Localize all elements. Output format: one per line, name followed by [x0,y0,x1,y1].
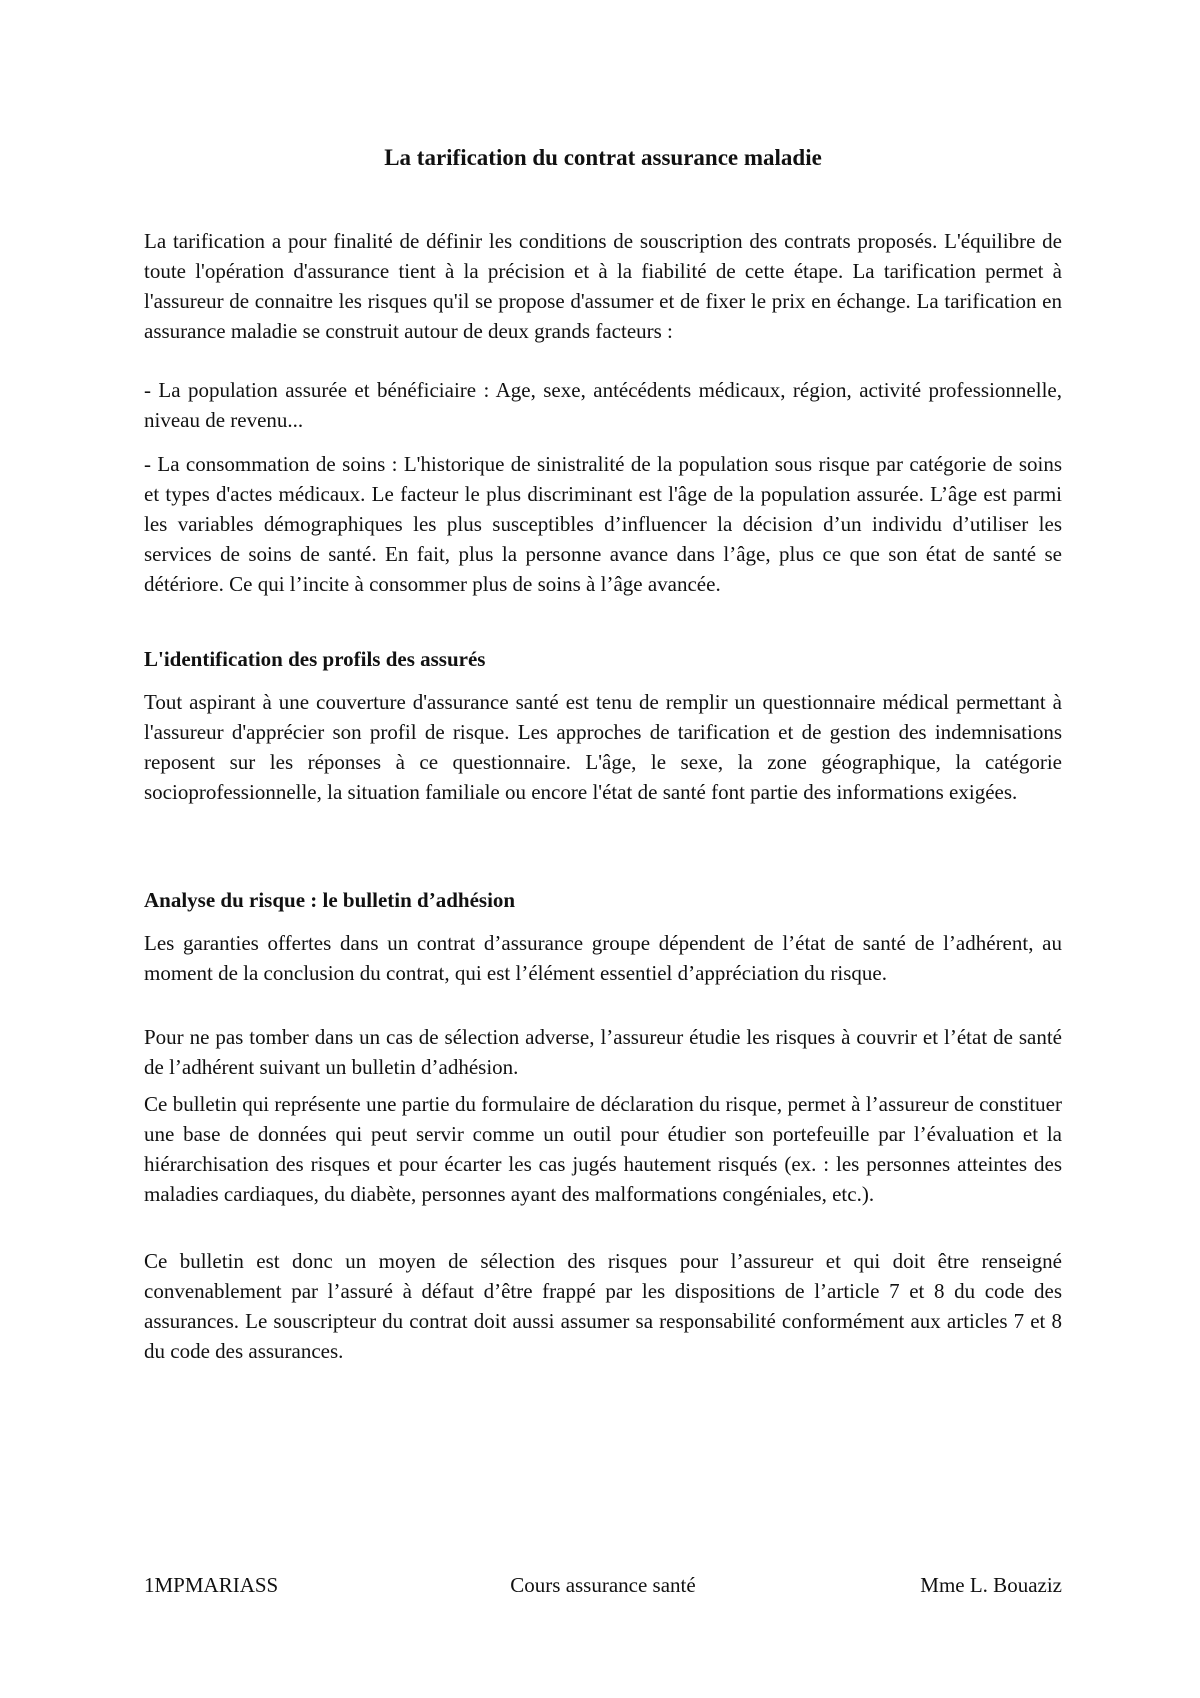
analyse-paragraph-1: Les garanties offertes dans un contrat d’assurance groupe dépendent de l’état de santé de l’adhérent, au moment de la conclusion du contrat, qui est l’élément essentiel d’appréciation du risque. [144,931,1062,985]
analyse-paragraph-4: Ce bulletin est donc un moyen de sélection des risques pour l’assureur et qui doit être renseigné convenablement par l’assuré à défaut d’être frappé par les dispositions de l’article 7 et 8 du code des assurances. Le souscripteur du contrat doit aussi assumer sa responsabilité conformément aux articles 7 et 8 du code des assurances. [144,1249,1062,1363]
intro-paragraph-3: - La consommation de soins : L'historique de sinistralité de la population sous risque par catégorie de soins et types d'actes médicaux. Le facteur le plus discriminant est l'âge de la population assurée. L’âge est parmi les variables démographiques les plus susceptibles d’influencer la décision d’un individu d’utiliser les services de soins de santé. En fait, plus la personne avance dans l’âge, plus ce que son état de santé se détériore. Ce qui l’incite à consommer plus de soins à l’âge avancée. [144,452,1062,596]
footer-class-code: 1MPMARIASS [144,1573,279,1597]
page-footer [144,1570,1062,1600]
section-heading-analyse: Analyse du risque : le bulletin d’adhésion [144,888,516,912]
analyse-paragraph-2: Pour ne pas tomber dans un cas de sélection adverse, l’assureur étudie les risques à couvrir et l’état de santé de l’adhérent suivant un bulletin d’adhésion. [144,1025,1062,1079]
intro-paragraph-2: - La population assurée et bénéficiaire : Age, sexe, antécédents médicaux, région, activité professionnelle, niveau de revenu... [144,378,1062,432]
footer-course-name: Cours assurance santé [510,1573,696,1597]
section-heading-profils: L'identification des profils des assurés [144,647,486,671]
footer-author: Mme L. Bouaziz [920,1573,1062,1597]
analyse-paragraph-3: Ce bulletin qui représente une partie du formulaire de déclaration du risque, permet à l’assureur de constituer une base de données qui peut servir comme un outil pour étudier son portefeuille par l’évaluation et la hiérarchisation des risques et pour écarter les cas jugés hautement risqués (ex. : les personnes atteintes des maladies cardiaques, du diabète, personnes ayant des malformations congéniales, etc.). [144,1092,1062,1206]
document-title: La tarification du contrat assurance maladie [384,145,822,170]
section-paragraph-profils: Tout aspirant à une couverture d'assurance santé est tenu de remplir un questionnaire médical permettant à l'assureur d'apprécier son profil de risque. Les approches de tarification et de gestion des indemnisations reposent sur les réponses à ce questionnaire. L'âge, le sexe, la zone géographique, la catégorie socioprofessionnelle, la situation familiale ou encore l'état de santé font partie des informations exigées. [144,690,1062,804]
intro-paragraph-1: La tarification a pour finalité de définir les conditions de souscription des contrats proposés. L'équilibre de toute l'opération d'assurance tient à la précision et à la fiabilité de cette étape. La tarification permet à l'assureur de connaitre les risques qu'il se propose d'assumer et de fixer le prix en échange. La tarification en assurance maladie se construit autour de deux grands facteurs : [144,229,1062,343]
